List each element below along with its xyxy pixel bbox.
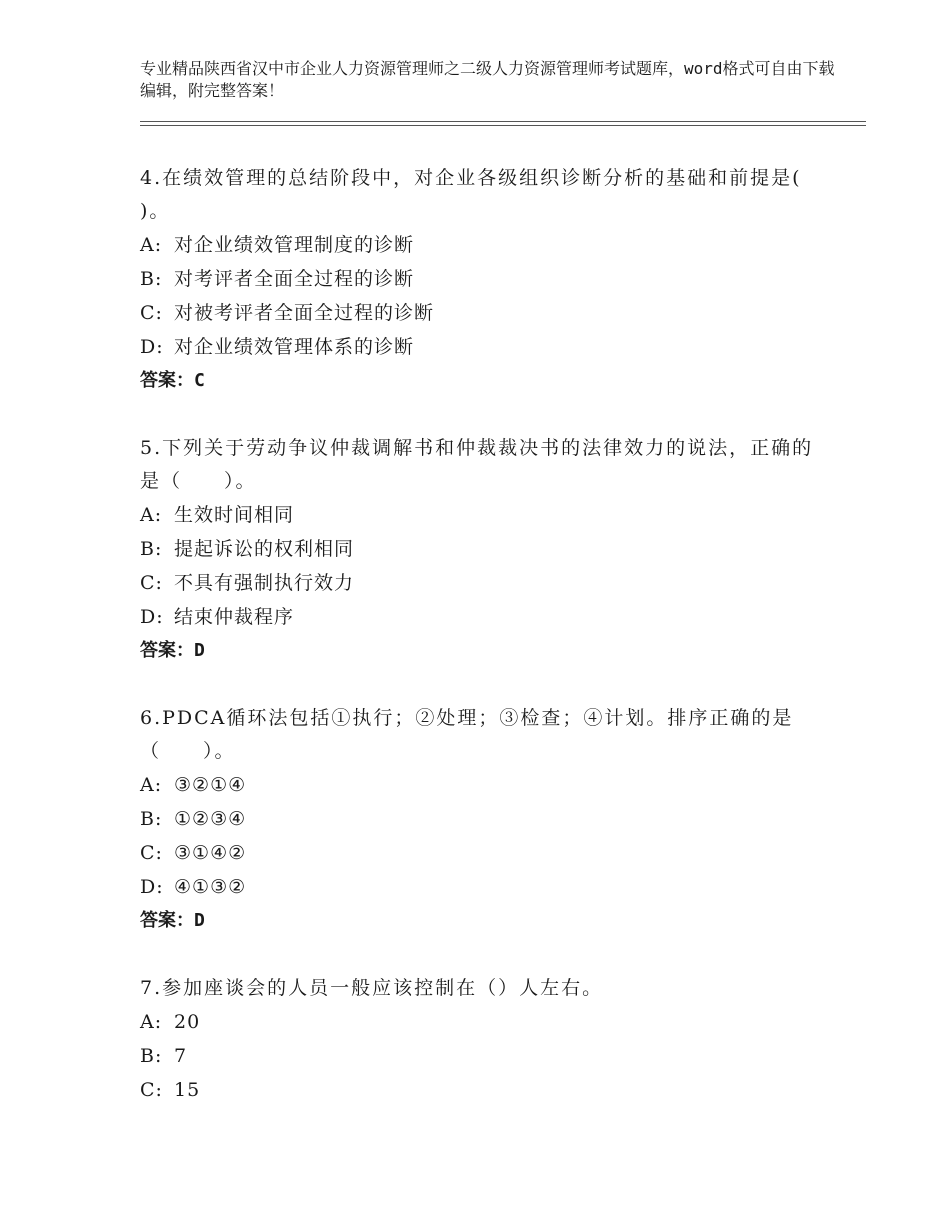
option-letter: C: xyxy=(140,572,163,594)
option-text: ①②③④ xyxy=(174,808,247,830)
answer-key: 答案：D xyxy=(140,640,205,661)
option-d xyxy=(140,600,820,634)
answer-key: 答案：D xyxy=(140,910,205,931)
option-letter: A: xyxy=(140,234,163,256)
question-stem: 4.在绩效管理的总结阶段中，对企业各级组织诊断分析的基础和前提是( )。 xyxy=(140,167,802,222)
option-letter: C: xyxy=(140,842,163,864)
option-text: 20 xyxy=(174,1011,201,1033)
option-a xyxy=(140,768,820,802)
option-text: ④①③② xyxy=(174,876,247,898)
option-a xyxy=(140,498,820,532)
option-text: 结束仲裁程序 xyxy=(174,606,295,628)
option-text: ③②①④ xyxy=(174,774,247,796)
option-text: 对考评者全面全过程的诊断 xyxy=(174,268,415,290)
question-item xyxy=(140,162,820,398)
header-divider xyxy=(140,125,866,126)
option-letter: D: xyxy=(140,876,164,898)
option-c xyxy=(140,566,820,600)
option-text: 不具有强制执行效力 xyxy=(174,572,355,594)
question-item xyxy=(140,702,820,938)
answer-key: 答案：C xyxy=(140,370,205,391)
option-letter: A: xyxy=(140,774,163,796)
option-text: 生效时间相同 xyxy=(174,504,295,526)
option-b xyxy=(140,1039,820,1073)
question-stem: 5.下列关于劳动争议仲裁调解书和仲裁裁决书的法律效力的说法，正确的是（ ）。 xyxy=(140,437,814,492)
option-letter: B: xyxy=(140,538,163,560)
option-b xyxy=(140,802,820,836)
option-d xyxy=(140,330,820,364)
question-stem: 7.参加座谈会的人员一般应该控制在（）人左右。 xyxy=(140,977,604,999)
option-letter: B: xyxy=(140,268,163,290)
option-b xyxy=(140,262,820,296)
option-text: 对被考评者全面全过程的诊断 xyxy=(174,302,435,324)
question-item xyxy=(140,432,820,668)
option-a xyxy=(140,228,820,262)
document-header: 专业精品陕西省汉中市企业人力资源管理师之二级人力资源管理师考试题库，word格式可自由下载编辑，附完整答案！ xyxy=(140,59,835,100)
option-letter: D: xyxy=(140,606,164,628)
option-letter: A: xyxy=(140,504,163,526)
header-divider xyxy=(140,121,866,122)
option-c xyxy=(140,296,820,330)
question-item xyxy=(140,972,820,1107)
option-letter: A: xyxy=(140,1011,163,1033)
option-text: 15 xyxy=(174,1079,201,1101)
option-letter: B: xyxy=(140,1045,163,1067)
option-text: 对企业绩效管理制度的诊断 xyxy=(174,234,415,256)
option-d xyxy=(140,870,820,904)
option-letter: D: xyxy=(140,336,164,358)
option-letter: C: xyxy=(140,1079,163,1101)
option-c xyxy=(140,1073,820,1107)
option-b xyxy=(140,532,820,566)
option-letter: C: xyxy=(140,302,163,324)
option-letter: B: xyxy=(140,808,163,830)
option-text: 对企业绩效管理体系的诊断 xyxy=(174,336,415,358)
question-stem: 6.PDCA循环法包括①执行；②处理；③检查；④计划。排序正确的是（ ）。 xyxy=(140,707,794,762)
option-text: ③①④② xyxy=(174,842,247,864)
option-text: 7 xyxy=(174,1045,188,1067)
question-list xyxy=(140,162,820,1141)
option-a xyxy=(140,1005,820,1039)
option-text: 提起诉讼的权利相同 xyxy=(174,538,355,560)
option-c xyxy=(140,836,820,870)
